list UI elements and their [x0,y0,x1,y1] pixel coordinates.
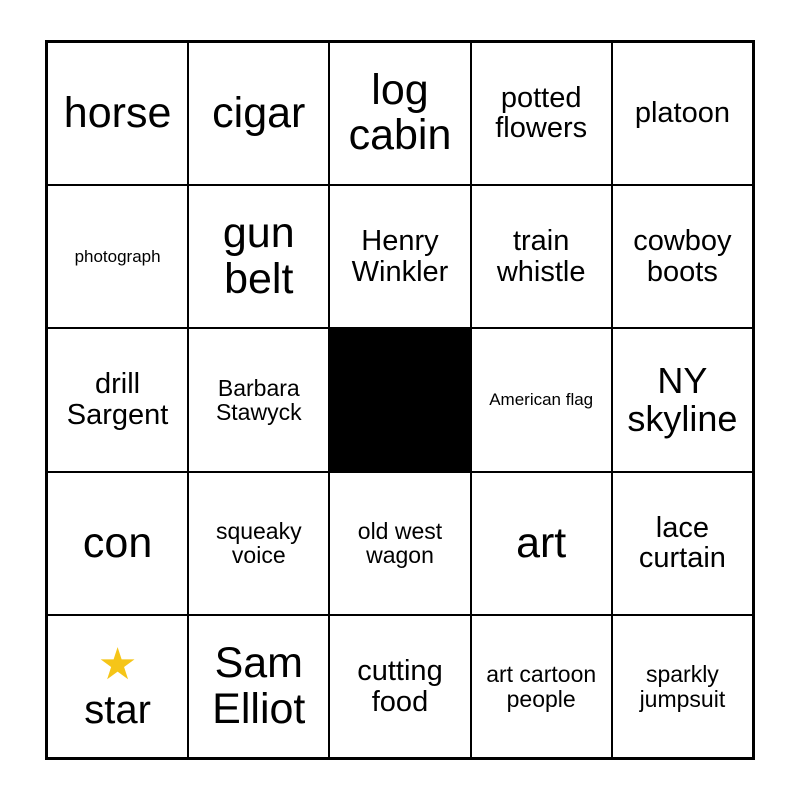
bingo-cell-label: star [84,687,151,732]
bingo-cell[interactable]: platoon [612,42,754,185]
bingo-cell[interactable]: sparkly jumpsuit [612,615,754,758]
bingo-cell[interactable]: potted flowers [471,42,612,185]
bingo-cell[interactable]: old west wagon [329,472,470,615]
bingo-cell[interactable]: cowboy boots [612,185,754,328]
bingo-cell[interactable]: cutting food [329,615,470,758]
bingo-cell[interactable]: American flag [471,328,612,471]
bingo-grid [47,42,754,759]
bingo-cell[interactable]: train whistle [471,185,612,328]
bingo-free-space[interactable]: Free! [329,328,470,471]
bingo-row [47,615,754,758]
bingo-cell[interactable]: art [471,472,612,615]
bingo-cell[interactable]: squeaky voice [188,472,329,615]
bingo-cell[interactable]: Barbara Stawyck [188,328,329,471]
bingo-cell[interactable]: log cabin [329,42,470,185]
star-icon: ★ [97,639,138,689]
bingo-cell[interactable]: horse [47,42,189,185]
bingo-row [47,42,754,185]
bingo-row [47,185,754,328]
bingo-cell[interactable]: photograph [47,185,189,328]
bingo-cell[interactable]: NY skyline [612,328,754,471]
bingo-cell[interactable]: gun belt [188,185,329,328]
bingo-row [47,328,754,471]
bingo-cell[interactable]: lace curtain [612,472,754,615]
bingo-cell[interactable]: art cartoon people [471,615,612,758]
bingo-row [47,472,754,615]
bingo-cell-star[interactable] [47,615,189,758]
bingo-cell[interactable]: drill Sargent [47,328,189,471]
bingo-cell[interactable]: cigar [188,42,329,185]
bingo-cell[interactable]: con [47,472,189,615]
bingo-card [45,40,755,760]
bingo-cell[interactable]: Sam Elliot [188,615,329,758]
bingo-cell[interactable]: Henry Winkler [329,185,470,328]
